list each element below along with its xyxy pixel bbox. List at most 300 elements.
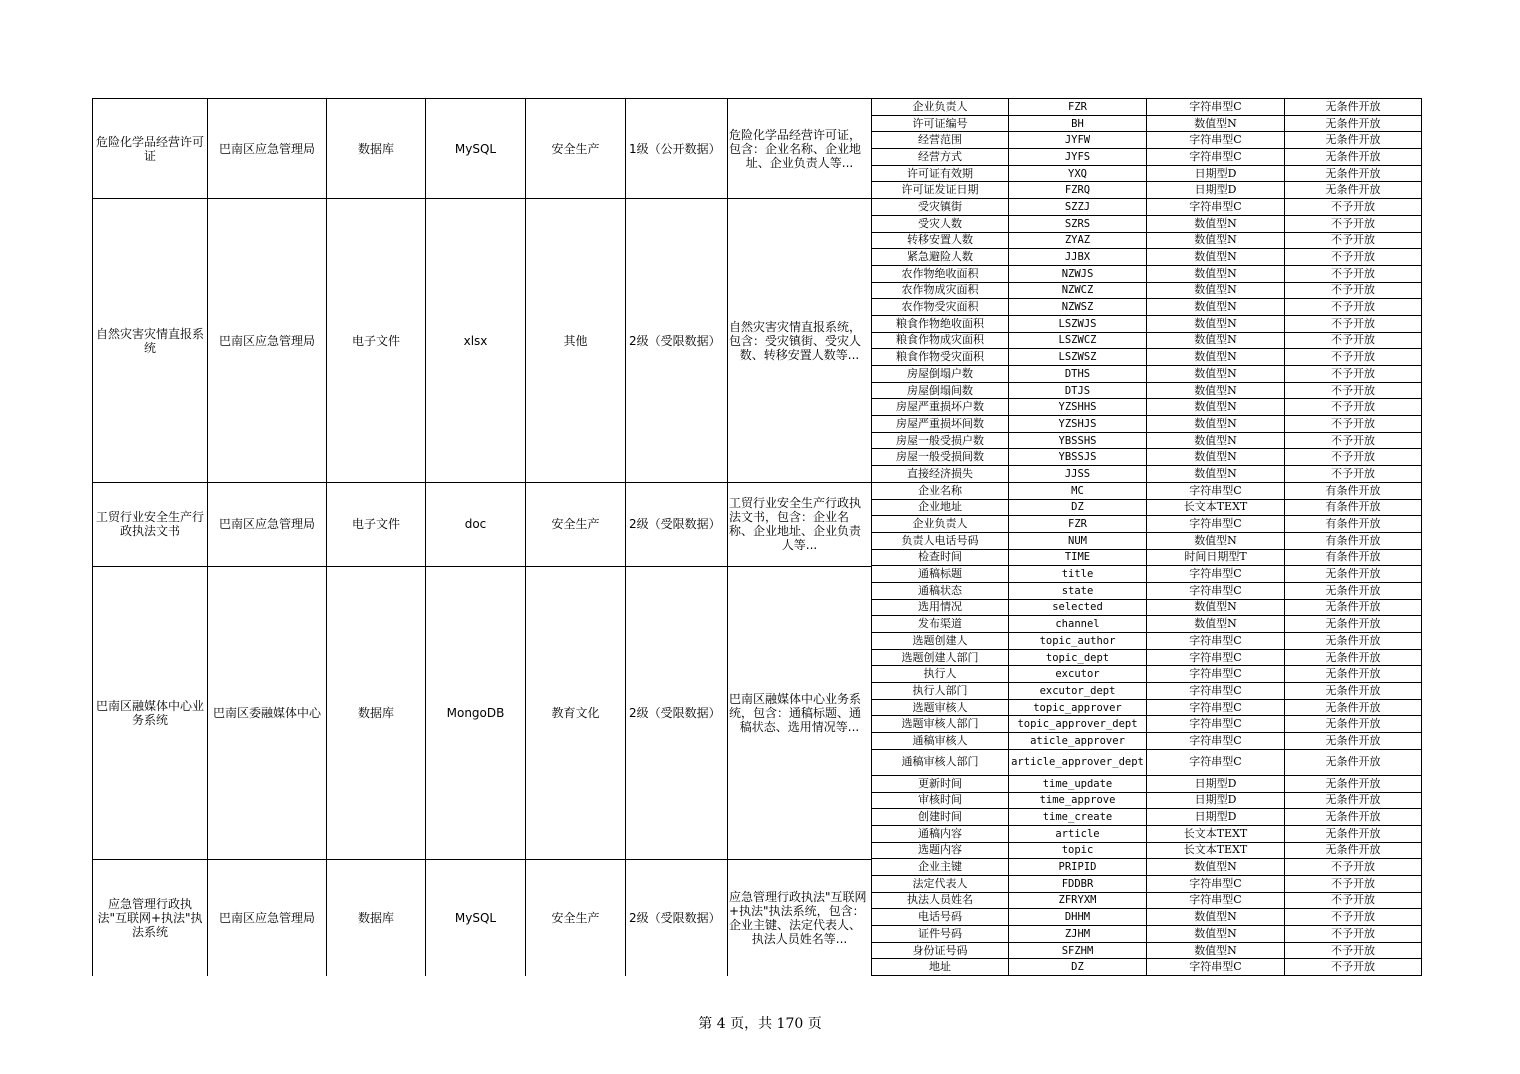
field-type: 字符串型C xyxy=(1147,683,1285,700)
field-type: 字符串型C xyxy=(1147,892,1285,909)
field-row xyxy=(872,909,1422,926)
field-open-condition: 不予开放 xyxy=(1285,265,1422,282)
record-domain: 教育文化 xyxy=(526,566,626,859)
field-row xyxy=(872,349,1422,366)
field-name: 选题创建人部门 xyxy=(872,649,1009,666)
field-code: DTJS xyxy=(1009,382,1147,399)
field-type: 字符串型C xyxy=(1147,199,1285,216)
field-name: 经营方式 xyxy=(872,149,1009,166)
field-name: 许可证有效期 xyxy=(872,165,1009,182)
field-open-condition: 不予开放 xyxy=(1285,416,1422,433)
record-description-text: 应急管理行政执法"互联网+执法"执法系统，包含：企业主键、法定代表人、执法人员姓名等... xyxy=(729,889,867,946)
field-row xyxy=(872,466,1422,483)
field-open-condition: 不予开放 xyxy=(1285,366,1422,383)
field-type: 数值型N xyxy=(1147,299,1285,316)
field-type: 数值型N xyxy=(1147,282,1285,299)
field-row xyxy=(872,699,1422,716)
field-open-condition: 不予开放 xyxy=(1285,892,1422,909)
field-row xyxy=(872,482,1422,499)
field-open-condition: 无条件开放 xyxy=(1285,792,1422,809)
field-open-condition: 不予开放 xyxy=(1285,315,1422,332)
field-type: 数值型N xyxy=(1147,942,1285,959)
field-open-condition: 不予开放 xyxy=(1285,859,1422,876)
field-code: DZ xyxy=(1009,959,1147,976)
field-row xyxy=(872,99,1422,116)
field-type: 字符串型C xyxy=(1147,516,1285,533)
field-row xyxy=(872,432,1422,449)
field-open-condition: 无条件开放 xyxy=(1285,649,1422,666)
record-row xyxy=(93,99,872,199)
field-name: 许可证编号 xyxy=(872,115,1009,132)
field-row xyxy=(872,132,1422,149)
field-row xyxy=(872,232,1422,249)
record-row xyxy=(93,483,872,567)
record-row xyxy=(93,566,872,859)
field-type: 数值型N xyxy=(1147,416,1285,433)
record-description xyxy=(728,199,872,483)
field-type: 字符串型C xyxy=(1147,875,1285,892)
field-code: article_approver_dept xyxy=(1009,749,1147,775)
field-code: topic_author xyxy=(1009,633,1147,650)
field-open-condition: 有条件开放 xyxy=(1285,549,1422,566)
field-name: 受灾镇街 xyxy=(872,199,1009,216)
field-type: 日期型D xyxy=(1147,775,1285,792)
field-type: 数值型N xyxy=(1147,616,1285,633)
field-name: 农作物受灾面积 xyxy=(872,299,1009,316)
field-open-condition: 无条件开放 xyxy=(1285,149,1422,166)
field-type: 长文本TEXT xyxy=(1147,499,1285,516)
field-row xyxy=(872,499,1422,516)
field-code: NUM xyxy=(1009,532,1147,549)
field-name: 证件号码 xyxy=(872,926,1009,943)
field-name: 紧急避险人数 xyxy=(872,249,1009,266)
field-open-condition: 无条件开放 xyxy=(1285,165,1422,182)
field-name: 选题审核人部门 xyxy=(872,716,1009,733)
field-type: 日期型D xyxy=(1147,182,1285,199)
field-row xyxy=(872,733,1422,750)
field-name: 企业地址 xyxy=(872,499,1009,516)
field-row xyxy=(872,315,1422,332)
field-name: 创建时间 xyxy=(872,809,1009,826)
field-open-condition: 有条件开放 xyxy=(1285,482,1422,499)
field-code: YBSSHS xyxy=(1009,432,1147,449)
field-row xyxy=(872,633,1422,650)
field-code: TIME xyxy=(1009,549,1147,566)
field-name: 通稿标题 xyxy=(872,566,1009,583)
field-row xyxy=(872,399,1422,416)
field-type: 数值型N xyxy=(1147,249,1285,266)
field-name: 房屋一般受损间数 xyxy=(872,449,1009,466)
field-type: 数值型N xyxy=(1147,399,1285,416)
field-name: 负责人电话号码 xyxy=(872,532,1009,549)
field-code: ZYAZ xyxy=(1009,232,1147,249)
field-code: FDDBR xyxy=(1009,875,1147,892)
record-description-text: 巴南区融媒体中心业务系统，包含：通稿标题、通稿状态、选用情况等... xyxy=(729,691,862,734)
field-name: 发布渠道 xyxy=(872,616,1009,633)
field-open-condition: 有条件开放 xyxy=(1285,516,1422,533)
field-code: selected xyxy=(1009,599,1147,616)
field-name: 企业主键 xyxy=(872,859,1009,876)
field-open-condition: 不予开放 xyxy=(1285,399,1422,416)
field-row xyxy=(872,942,1422,959)
record-domain: 安全生产 xyxy=(526,99,626,199)
field-row xyxy=(872,616,1422,633)
record-form: 数据库 xyxy=(327,566,426,859)
record-form: 数据库 xyxy=(327,859,426,976)
field-name: 检查时间 xyxy=(872,549,1009,566)
field-code: time_approve xyxy=(1009,792,1147,809)
field-row xyxy=(872,282,1422,299)
field-name: 选用情况 xyxy=(872,599,1009,616)
field-name: 企业负责人 xyxy=(872,99,1009,116)
field-name: 地址 xyxy=(872,959,1009,976)
field-open-condition: 无条件开放 xyxy=(1285,566,1422,583)
field-type: 数值型N xyxy=(1147,382,1285,399)
field-open-condition: 无条件开放 xyxy=(1285,842,1422,859)
record-format: xlsx xyxy=(426,199,526,483)
field-type: 数值型N xyxy=(1147,466,1285,483)
field-name: 执法人员姓名 xyxy=(872,892,1009,909)
field-code: YBSSJS xyxy=(1009,449,1147,466)
field-type: 长文本TEXT xyxy=(1147,842,1285,859)
field-code: YZSHJS xyxy=(1009,416,1147,433)
field-type: 字符串型C xyxy=(1147,566,1285,583)
record-department: 巴南区应急管理局 xyxy=(208,199,327,483)
field-name: 选题内容 xyxy=(872,842,1009,859)
field-row xyxy=(872,683,1422,700)
field-code: time_update xyxy=(1009,775,1147,792)
field-row xyxy=(872,532,1422,549)
fields-table xyxy=(871,98,1422,976)
field-open-condition: 不予开放 xyxy=(1285,942,1422,959)
field-code: FZR xyxy=(1009,516,1147,533)
record-description xyxy=(728,859,872,976)
field-row xyxy=(872,182,1422,199)
field-open-condition: 无条件开放 xyxy=(1285,599,1422,616)
field-code: BH xyxy=(1009,115,1147,132)
field-name: 房屋一般受损户数 xyxy=(872,432,1009,449)
field-open-condition: 不予开放 xyxy=(1285,332,1422,349)
field-row xyxy=(872,582,1422,599)
field-row xyxy=(872,892,1422,909)
record-level: 2级（受限数据） xyxy=(626,483,728,567)
field-name: 经营范围 xyxy=(872,132,1009,149)
field-type: 时间日期型T xyxy=(1147,549,1285,566)
field-open-condition: 不予开放 xyxy=(1285,215,1422,232)
field-code: DZ xyxy=(1009,499,1147,516)
field-row xyxy=(872,115,1422,132)
field-name: 法定代表人 xyxy=(872,875,1009,892)
field-row xyxy=(872,792,1422,809)
field-open-condition: 不予开放 xyxy=(1285,432,1422,449)
field-open-condition: 无条件开放 xyxy=(1285,616,1422,633)
field-row xyxy=(872,199,1422,216)
field-type: 数值型N xyxy=(1147,366,1285,383)
field-row xyxy=(872,875,1422,892)
field-row xyxy=(872,265,1422,282)
field-open-condition: 不予开放 xyxy=(1285,249,1422,266)
field-type: 日期型D xyxy=(1147,792,1285,809)
field-code: SZRS xyxy=(1009,215,1147,232)
field-name: 选题创建人 xyxy=(872,633,1009,650)
field-open-condition: 无条件开放 xyxy=(1285,683,1422,700)
field-open-condition: 不予开放 xyxy=(1285,909,1422,926)
field-code: ZJHM xyxy=(1009,926,1147,943)
field-open-condition: 不予开放 xyxy=(1285,382,1422,399)
field-code: YZSHHS xyxy=(1009,399,1147,416)
field-open-condition: 不予开放 xyxy=(1285,959,1422,976)
field-name: 通稿审核人 xyxy=(872,733,1009,750)
record-description xyxy=(728,483,872,567)
field-open-condition: 不予开放 xyxy=(1285,875,1422,892)
field-type: 字符串型C xyxy=(1147,959,1285,976)
record-row xyxy=(93,199,872,483)
field-row xyxy=(872,215,1422,232)
field-code: article xyxy=(1009,825,1147,842)
field-row xyxy=(872,332,1422,349)
field-row xyxy=(872,366,1422,383)
field-row xyxy=(872,775,1422,792)
field-type: 字符串型C xyxy=(1147,749,1285,775)
field-type: 字符串型C xyxy=(1147,99,1285,116)
field-name: 企业名称 xyxy=(872,482,1009,499)
field-type: 数值型N xyxy=(1147,532,1285,549)
field-code: NZWJS xyxy=(1009,265,1147,282)
field-type: 数值型N xyxy=(1147,115,1285,132)
field-type: 字符串型C xyxy=(1147,666,1285,683)
field-code: NZWSZ xyxy=(1009,299,1147,316)
field-code: YXQ xyxy=(1009,165,1147,182)
field-name: 房屋严重损坏户数 xyxy=(872,399,1009,416)
field-open-condition: 不予开放 xyxy=(1285,299,1422,316)
field-open-condition: 有条件开放 xyxy=(1285,499,1422,516)
record-description-text: 工贸行业安全生产行政执法文书，包含：企业名称、企业地址、企业负责人等... xyxy=(729,496,862,553)
field-code: LSZWCZ xyxy=(1009,332,1147,349)
record-format: MongoDB xyxy=(426,566,526,859)
field-name: 通稿内容 xyxy=(872,825,1009,842)
field-open-condition: 无条件开放 xyxy=(1285,749,1422,775)
field-type: 数值型N xyxy=(1147,232,1285,249)
field-row xyxy=(872,382,1422,399)
field-code: topic_approver_dept xyxy=(1009,716,1147,733)
field-code: state xyxy=(1009,582,1147,599)
field-row xyxy=(872,249,1422,266)
page-footer: 第 4 页，共 170 页 xyxy=(698,1016,822,1032)
record-level: 2级（受限数据） xyxy=(626,199,728,483)
field-name: 房屋倒塌户数 xyxy=(872,366,1009,383)
field-type: 字符串型C xyxy=(1147,482,1285,499)
field-code: ZFRYXM xyxy=(1009,892,1147,909)
field-row xyxy=(872,749,1422,775)
record-name: 工贸行业安全生产行政执法文书 xyxy=(93,483,208,567)
field-row xyxy=(872,299,1422,316)
record-format: MySQL xyxy=(426,99,526,199)
record-level: 2级（受限数据） xyxy=(626,566,728,859)
field-row xyxy=(872,165,1422,182)
field-name: 粮食作物受灾面积 xyxy=(872,349,1009,366)
field-type: 数值型N xyxy=(1147,215,1285,232)
record-department: 巴南区应急管理局 xyxy=(208,99,327,199)
record-description-text: 自然灾害灾情直报系统，包含：受灾镇街、受灾人数、转移安置人数等... xyxy=(729,319,862,362)
field-open-condition: 无条件开放 xyxy=(1285,716,1422,733)
records-table xyxy=(92,98,872,976)
field-type: 数值型N xyxy=(1147,859,1285,876)
field-row xyxy=(872,926,1422,943)
field-code: JJSS xyxy=(1009,466,1147,483)
field-name: 许可证发证日期 xyxy=(872,182,1009,199)
field-type: 字符串型C xyxy=(1147,149,1285,166)
field-type: 数值型N xyxy=(1147,599,1285,616)
field-code: PRIPID xyxy=(1009,859,1147,876)
record-description-text: 危险化学品经营许可证，包含：企业名称、企业地址、企业负责人等... xyxy=(729,127,862,170)
field-code: topic_dept xyxy=(1009,649,1147,666)
field-code: topic_approver xyxy=(1009,699,1147,716)
field-row xyxy=(872,516,1422,533)
record-domain: 安全生产 xyxy=(526,859,626,976)
field-row xyxy=(872,825,1422,842)
record-department: 巴南区委融媒体中心 xyxy=(208,566,327,859)
field-name: 选题审核人 xyxy=(872,699,1009,716)
field-name: 直接经济损失 xyxy=(872,466,1009,483)
field-type: 日期型D xyxy=(1147,165,1285,182)
record-name: 危险化学品经营许可证 xyxy=(93,99,208,199)
field-row xyxy=(872,599,1422,616)
record-format: MySQL xyxy=(426,859,526,976)
field-type: 字符串型C xyxy=(1147,716,1285,733)
field-row xyxy=(872,566,1422,583)
field-type: 数值型N xyxy=(1147,349,1285,366)
field-row xyxy=(872,549,1422,566)
field-code: DTHS xyxy=(1009,366,1147,383)
field-name: 电话号码 xyxy=(872,909,1009,926)
field-open-condition: 无条件开放 xyxy=(1285,666,1422,683)
field-code: aticle_approver xyxy=(1009,733,1147,750)
record-form: 电子文件 xyxy=(327,199,426,483)
field-code: MC xyxy=(1009,482,1147,499)
field-row xyxy=(872,449,1422,466)
field-open-condition: 无条件开放 xyxy=(1285,775,1422,792)
field-open-condition: 不予开放 xyxy=(1285,466,1422,483)
field-open-condition: 无条件开放 xyxy=(1285,582,1422,599)
field-code: topic xyxy=(1009,842,1147,859)
field-name: 房屋倒塌间数 xyxy=(872,382,1009,399)
field-open-condition: 无条件开放 xyxy=(1285,733,1422,750)
field-open-condition: 无条件开放 xyxy=(1285,182,1422,199)
record-format: doc xyxy=(426,483,526,567)
record-name: 应急管理行政执法"互联网+执法"执法系统 xyxy=(93,859,208,976)
field-type: 数值型N xyxy=(1147,909,1285,926)
record-form: 电子文件 xyxy=(327,483,426,567)
record-row xyxy=(93,859,872,976)
record-department: 巴南区应急管理局 xyxy=(208,859,327,976)
field-code: FZR xyxy=(1009,99,1147,116)
field-type: 字符串型C xyxy=(1147,633,1285,650)
record-level: 1级（公开数据） xyxy=(626,99,728,199)
field-code: channel xyxy=(1009,616,1147,633)
field-code: LSZWSZ xyxy=(1009,349,1147,366)
field-name: 农作物成灾面积 xyxy=(872,282,1009,299)
field-type: 日期型D xyxy=(1147,809,1285,826)
record-department: 巴南区应急管理局 xyxy=(208,483,327,567)
field-code: JYFS xyxy=(1009,149,1147,166)
field-type: 字符串型C xyxy=(1147,733,1285,750)
record-level: 2级（受限数据） xyxy=(626,859,728,976)
field-code: JYFW xyxy=(1009,132,1147,149)
field-type: 字符串型C xyxy=(1147,649,1285,666)
field-type: 数值型N xyxy=(1147,332,1285,349)
field-code: SFZHM xyxy=(1009,942,1147,959)
field-code: DHHM xyxy=(1009,909,1147,926)
field-row xyxy=(872,959,1422,976)
field-row xyxy=(872,416,1422,433)
record-domain: 其他 xyxy=(526,199,626,483)
field-name: 企业负责人 xyxy=(872,516,1009,533)
field-type: 数值型N xyxy=(1147,926,1285,943)
field-code: title xyxy=(1009,566,1147,583)
record-description xyxy=(728,99,872,199)
field-name: 审核时间 xyxy=(872,792,1009,809)
field-code: SZZJ xyxy=(1009,199,1147,216)
field-open-condition: 不予开放 xyxy=(1285,449,1422,466)
field-open-condition: 无条件开放 xyxy=(1285,825,1422,842)
field-name: 通稿审核人部门 xyxy=(872,749,1009,775)
record-description xyxy=(728,566,872,859)
field-open-condition: 无条件开放 xyxy=(1285,99,1422,116)
field-name: 房屋严重损坏间数 xyxy=(872,416,1009,433)
field-open-condition: 无条件开放 xyxy=(1285,633,1422,650)
field-name: 执行人 xyxy=(872,666,1009,683)
field-row xyxy=(872,842,1422,859)
field-row xyxy=(872,716,1422,733)
field-type: 数值型N xyxy=(1147,265,1285,282)
field-code: JJBX xyxy=(1009,249,1147,266)
field-code: time_create xyxy=(1009,809,1147,826)
field-open-condition: 有条件开放 xyxy=(1285,532,1422,549)
field-type: 字符串型C xyxy=(1147,699,1285,716)
record-form: 数据库 xyxy=(327,99,426,199)
field-row xyxy=(872,149,1422,166)
field-name: 转移安置人数 xyxy=(872,232,1009,249)
field-row xyxy=(872,809,1422,826)
field-name: 粮食作物绝收面积 xyxy=(872,315,1009,332)
record-name: 自然灾害灾情直报系统 xyxy=(93,199,208,483)
field-name: 受灾人数 xyxy=(872,215,1009,232)
field-row xyxy=(872,859,1422,876)
field-open-condition: 无条件开放 xyxy=(1285,115,1422,132)
field-name: 通稿状态 xyxy=(872,582,1009,599)
field-code: excutor_dept xyxy=(1009,683,1147,700)
record-domain: 安全生产 xyxy=(526,483,626,567)
field-open-condition: 不予开放 xyxy=(1285,349,1422,366)
field-type: 数值型N xyxy=(1147,432,1285,449)
field-name: 更新时间 xyxy=(872,775,1009,792)
field-type: 数值型N xyxy=(1147,449,1285,466)
field-code: excutor xyxy=(1009,666,1147,683)
field-open-condition: 不予开放 xyxy=(1285,232,1422,249)
field-code: LSZWJS xyxy=(1009,315,1147,332)
field-row xyxy=(872,666,1422,683)
field-name: 执行人部门 xyxy=(872,683,1009,700)
field-type: 长文本TEXT xyxy=(1147,825,1285,842)
record-name: 巴南区融媒体中心业务系统 xyxy=(93,566,208,859)
field-name: 身份证号码 xyxy=(872,942,1009,959)
field-open-condition: 无条件开放 xyxy=(1285,132,1422,149)
field-open-condition: 无条件开放 xyxy=(1285,809,1422,826)
field-open-condition: 不予开放 xyxy=(1285,282,1422,299)
field-code: FZRQ xyxy=(1009,182,1147,199)
field-type: 数值型N xyxy=(1147,315,1285,332)
field-open-condition: 无条件开放 xyxy=(1285,699,1422,716)
